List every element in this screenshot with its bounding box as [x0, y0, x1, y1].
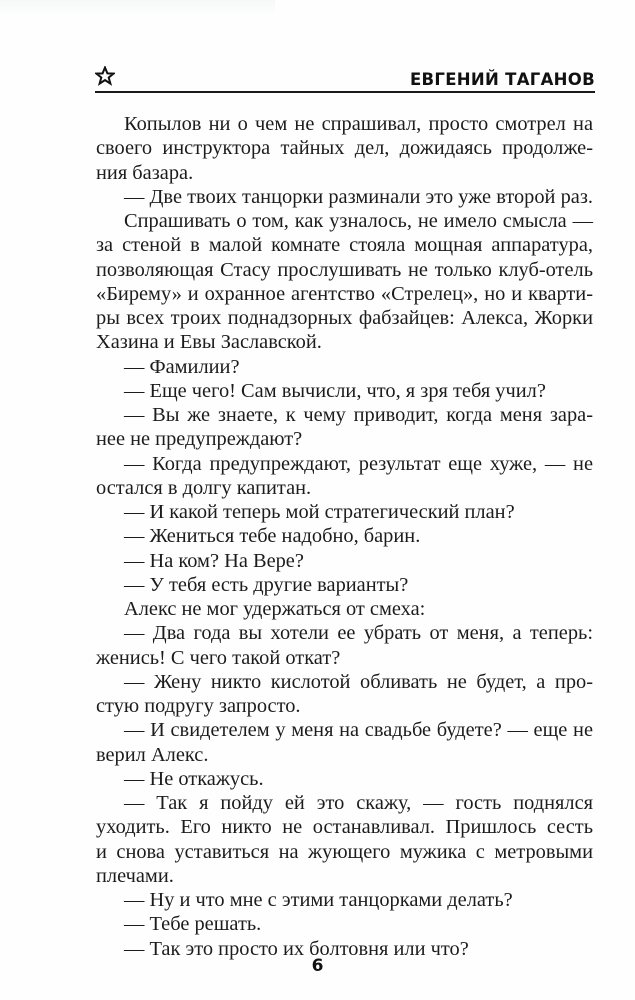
text-line: — Ну и что мне с этими танцорками делать?	[124, 889, 513, 911]
running-head-author: ЕВГЕНИЙ ТАГАНОВ	[409, 70, 595, 89]
text-line: — Жену никто кислотой обливать не будет, а про-	[124, 670, 593, 693]
text-line: уходить. Его никто не останавливал. Пришлось сесть	[96, 816, 593, 839]
text-line: Копылов ни о чем не спрашивал, просто смотрел на	[124, 113, 593, 135]
text-line: Спрашивать о том, как узналось, не имело смысла —	[124, 210, 593, 232]
scan-edge-shading	[0, 0, 275, 16]
running-header	[95, 66, 595, 90]
text-line: ния базара.	[96, 161, 194, 184]
text-line: нее не предупреждают?	[96, 428, 303, 451]
text-line: позволяющая Стасу прослушивать не только клуб-отель	[96, 258, 593, 281]
text-line: своего инструктора тайных дел, дожидаясь продолже-	[96, 137, 593, 160]
text-line: — Тебе решать.	[124, 913, 262, 936]
text-line: — У тебя есть другие варианты?	[124, 573, 409, 596]
text-line: — Еще чего! Сам вычисли, что, я зря тебя учил?	[124, 379, 546, 402]
text-line: верил Алекс.	[96, 743, 209, 766]
text-line: — Вы же знаете, к чему приводит, когда меня зара-	[124, 404, 593, 426]
text-line: стую подругу запросто.	[96, 695, 301, 717]
text-line: — Так это просто их болтовня или что?	[124, 937, 469, 960]
text-line: — На ком? На Вере?	[124, 549, 304, 572]
text-line: — Фамилии?	[124, 355, 240, 378]
text-line: «Бирему» и охранное агентство «Стрелец», но и кварти-	[96, 282, 593, 305]
text-line: — И свидетелем у меня на свадьбе будете? — еще не	[124, 719, 593, 742]
page-number: 6	[311, 956, 324, 976]
header-rule	[95, 91, 595, 93]
text-line: и снова уставиться на жующего мужика с метровыми	[96, 840, 593, 863]
text-line: — Две твоих танцорки разминали это уже второй раз.	[124, 185, 593, 208]
text-line: женись! С чего такой откат?	[96, 646, 341, 669]
text-line: ры всех троих поднадзорных фабзайцев: Алекса, Жорки	[96, 307, 593, 329]
text-line: Алекс не мог удержаться от смеха:	[124, 598, 426, 620]
text-line: Хазина и Евы Заславской.	[96, 331, 322, 354]
text-line: за стеной в малой комнате стояла мощная аппаратура,	[96, 234, 593, 257]
text-line: остался в долгу капитан.	[96, 476, 312, 499]
text-line: плечами.	[96, 864, 174, 887]
page-body-text	[96, 112, 593, 961]
text-line: — Жениться тебе надобно, барин.	[124, 525, 421, 548]
text-line: — Так я пойду ей это скажу, — гость поднялся	[124, 792, 593, 814]
text-line: — Когда предупреждают, результат еще хуже, — не	[124, 452, 593, 475]
star-outline-icon	[95, 66, 115, 86]
text-line: — И какой теперь мой стратегический план?	[124, 501, 515, 523]
text-line: — Не откажусь.	[124, 767, 264, 790]
text-line: — Два года вы хотели ее убрать от меня, а теперь:	[124, 622, 593, 645]
